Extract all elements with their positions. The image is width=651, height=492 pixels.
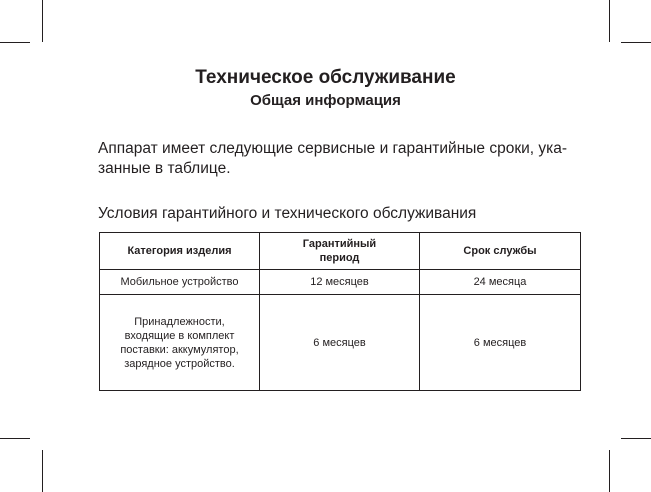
row1-category: Мобильное устройство — [100, 270, 260, 295]
row2-warranty: 6 месяцев — [260, 295, 420, 391]
crop-mark-bottom-right-horizontal — [621, 438, 651, 439]
crop-mark-bottom-left-horizontal — [0, 438, 30, 439]
crop-mark-top-right-horizontal — [621, 42, 651, 43]
crop-mark-bottom-right-vertical — [609, 450, 610, 492]
row2-category-line-4: зарядное устройство. — [124, 357, 235, 370]
header-category: Категория изделия — [100, 233, 260, 270]
row2-category-line-2: входящие в комплект — [124, 329, 235, 342]
header-warranty-line-1: Гарантийный — [302, 238, 377, 250]
row2-service-life: 6 месяцев — [420, 295, 581, 391]
crop-mark-top-left-horizontal — [0, 42, 30, 43]
intro-line-1: Аппарат имеет следующие сервисные и гарантийные сроки, ука- — [98, 140, 568, 157]
page-title: Техническое обслуживание — [195, 67, 456, 88]
table-row — [100, 270, 581, 295]
header-warranty — [260, 233, 420, 270]
header-service-life: Срок службы — [420, 233, 581, 270]
page-subtitle: Общая информация — [250, 92, 401, 109]
row2-category-line-1: Принадлежности, — [134, 315, 225, 328]
table-row — [100, 295, 581, 391]
row1-service-life: 24 месяца — [420, 270, 581, 295]
table-caption: Условия гарантийного и технического обслуживания — [98, 205, 477, 222]
intro-line-2: занные в таблице. — [98, 160, 231, 177]
warranty-table — [99, 232, 581, 391]
header-warranty-line-2: период — [319, 252, 360, 264]
table-header-row — [100, 233, 581, 270]
row2-category-line-3: поставки: аккумулятор, — [120, 343, 239, 356]
row1-warranty: 12 месяцев — [260, 270, 420, 295]
crop-mark-bottom-left-vertical — [42, 450, 43, 492]
crop-mark-top-left-vertical — [42, 0, 43, 42]
row2-category — [100, 295, 260, 391]
crop-mark-top-right-vertical — [609, 0, 610, 42]
intro-paragraph — [98, 139, 590, 179]
